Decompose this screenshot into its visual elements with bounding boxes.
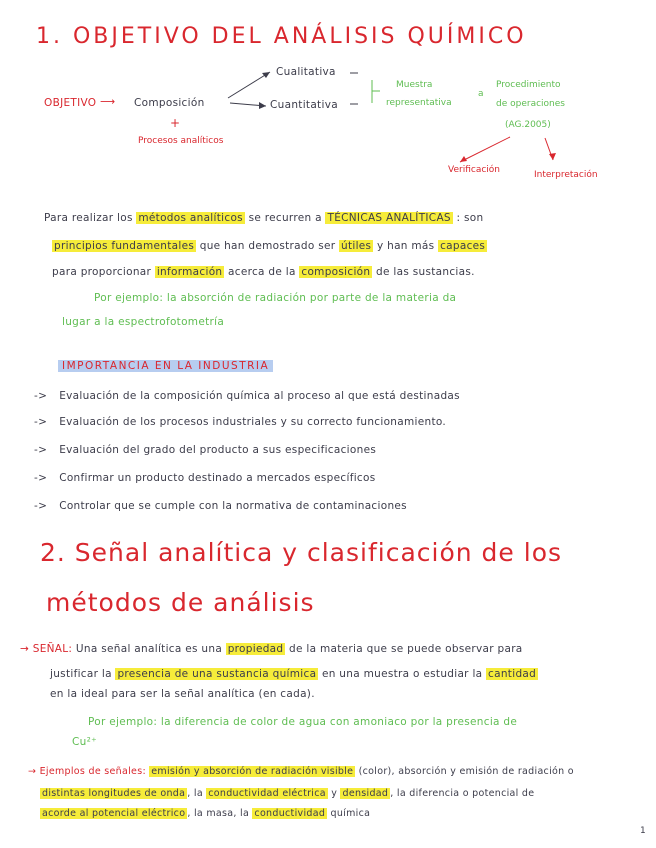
norma-label: (AG.2005) [505, 120, 551, 130]
composicion-label: Composición [134, 97, 205, 109]
senal-term: SEÑAL: [32, 643, 73, 655]
text: (color), absorción y emisión de radiación o [358, 766, 574, 777]
paragraph1-line1 [44, 212, 483, 224]
highlight: principios fundamentales [54, 240, 195, 252]
procedimiento-label: Procedimiento [496, 80, 561, 90]
text: , la [187, 788, 203, 799]
senal-example-line2: Cu²⁺ [72, 736, 97, 748]
objetivo-label: OBJETIVO [44, 97, 97, 109]
text: : son [456, 212, 484, 224]
paragraph1-example-line1: Por ejemplo: la absorción de radiación por parte de la materia da [94, 292, 457, 304]
senal-line3: en la ideal para ser la señal analítica (en cada). [50, 688, 315, 700]
item-text: Evaluación de los procesos industriales y su correcto funcionamiento. [59, 416, 447, 428]
text: de las sustancias. [376, 266, 475, 278]
section-2-title-line2: métodos de análisis [46, 588, 315, 617]
arrow-icon: → [20, 643, 30, 655]
item-text: Confirmar un producto destinado a mercados específicos [59, 472, 376, 484]
ejemplos-term: → Ejemplos de señales: [28, 766, 146, 777]
item-text: Evaluación del grado del producto a sus especificaciones [59, 444, 377, 456]
text: Para realizar los [44, 212, 133, 224]
text: de la materia que se puede observar para [289, 643, 523, 655]
text: se recurren a [248, 212, 322, 224]
highlight: útiles [340, 240, 372, 252]
text: y han más [376, 240, 435, 252]
highlight: propiedad [227, 643, 284, 655]
paragraph1-line2 [52, 240, 487, 252]
ejemplos-line1 [28, 766, 574, 777]
highlight: densidad [342, 788, 389, 799]
highlight: acorde al potencial eléctrico [42, 808, 186, 819]
a-label: a [478, 89, 484, 99]
item-text: Evaluación de la composición química al proceso al que está destinadas [59, 390, 460, 402]
text: que han demostrado ser [199, 240, 336, 252]
text: y [331, 788, 338, 799]
representativa-label: representativa [386, 98, 452, 108]
emphasis: TÉCNICAS ANALÍTICAS [327, 212, 451, 224]
cuantitativa-label: Cuantitativa [270, 99, 338, 111]
item-text: Controlar que se cumple con la normativa de contaminaciones [59, 500, 407, 512]
importancia-item [34, 500, 407, 512]
interpretacion-label: Interpretación [534, 170, 598, 180]
highlight: capaces [440, 240, 486, 252]
muestra-label: Muestra [396, 80, 433, 90]
ejemplos-line2 [40, 788, 534, 799]
bullet-arrow-icon: -> [34, 472, 48, 484]
importancia-item [34, 444, 376, 456]
highlight: cantidad [488, 668, 537, 680]
text: justificar la [50, 668, 112, 680]
cualitativa-label: Cualitativa [276, 66, 336, 78]
highlight: composición [301, 266, 371, 278]
highlight: conductividad eléctrica [208, 788, 326, 799]
highlight: presencia de una sustancia química [117, 668, 317, 680]
importancia-item [34, 416, 446, 428]
ejemplos-label: Ejemplos de señales: [39, 766, 146, 777]
bullet-arrow-icon: -> [34, 500, 48, 512]
text: acerca de la [228, 266, 296, 278]
bullet-arrow-icon: -> [34, 444, 48, 456]
paragraph1-line3 [52, 266, 475, 278]
paragraph1-example-line2: lugar a la espectrofotometría [62, 316, 225, 328]
importancia-item [34, 472, 375, 484]
highlight: distintas longitudes de onda [42, 788, 186, 799]
bullet-arrow-icon: -> [34, 416, 48, 428]
highlight: información [156, 266, 223, 278]
objetivo-arrow: ⟶ [100, 96, 116, 108]
text: para proporcionar [52, 266, 152, 278]
highlight: emisión y absorción de radiación visible [151, 766, 354, 777]
text: , la diferencia o potencial de [390, 788, 535, 799]
ejemplos-line3 [40, 808, 370, 819]
importancia-header-text: IMPORTANCIA EN LA INDUSTRIA [58, 360, 273, 372]
text: química [330, 808, 371, 819]
senal-line1 [20, 643, 523, 655]
highlight: métodos analíticos [138, 212, 243, 224]
importancia-item [34, 390, 460, 402]
highlight: conductividad [254, 808, 326, 819]
section-1-title: 1. OBJETIVO DEL ANÁLISIS QUÍMICO [36, 24, 527, 49]
senal-line2 [50, 668, 538, 680]
section-2-title-line1: 2. Señal analítica y clasificación de los [40, 538, 563, 567]
bullet-arrow-icon: -> [34, 390, 48, 402]
verificacion-label: Verificación [448, 165, 500, 175]
text: en una muestra o estudiar la [321, 668, 483, 680]
senal-example-line1: Por ejemplo: la diferencia de color de agua con amoniaco por la presencia de [88, 716, 518, 728]
procesos-label: Procesos analíticos [138, 136, 224, 146]
text: , la masa, la [187, 808, 250, 819]
page-number: 1 [640, 826, 646, 836]
operaciones-label: de operaciones [496, 99, 565, 109]
plus-sign: + [170, 116, 181, 130]
importancia-header [58, 360, 273, 372]
text: Una señal analítica es una [75, 643, 223, 655]
